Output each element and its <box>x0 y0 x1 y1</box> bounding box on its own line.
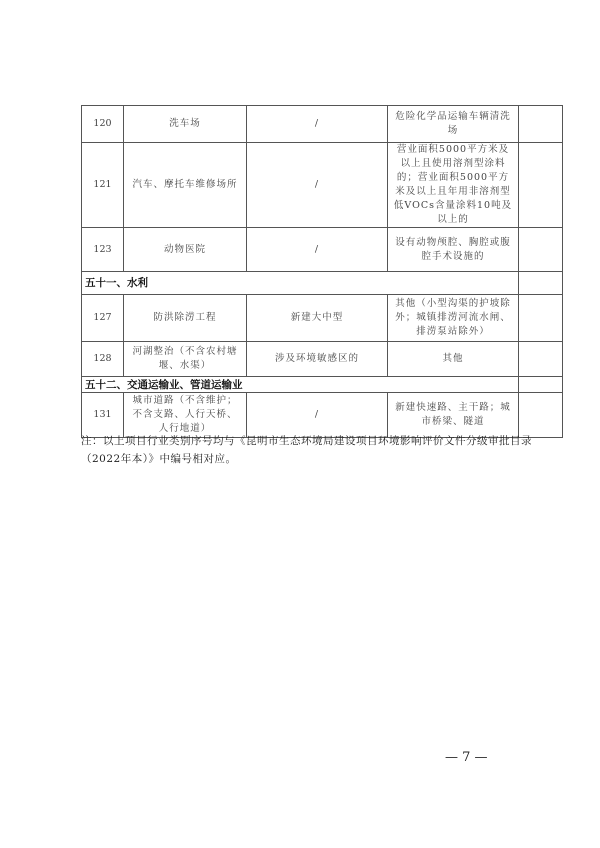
name-cell: 洗车场 <box>124 106 247 143</box>
section-row <box>82 377 563 393</box>
table-form-cell: 新建快速路、主干路；城市桥梁、隧道 <box>388 393 519 438</box>
name-cell: 城市道路（不含维护；不含支路、人行天桥、人行地道） <box>124 393 247 438</box>
number-cell: 121 <box>82 143 124 228</box>
remark-cell <box>519 143 563 228</box>
remark-cell <box>519 228 563 272</box>
table-row <box>82 106 563 143</box>
table-form-cell: 设有动物颅腔、胸腔或腹腔手术设施的 <box>388 228 519 272</box>
number-cell: 128 <box>82 342 124 377</box>
name-cell: 动物医院 <box>124 228 247 272</box>
remark-cell <box>519 342 563 377</box>
report-cell: / <box>247 228 388 272</box>
report-cell: 新建大中型 <box>247 295 388 342</box>
project-category-table <box>81 105 563 438</box>
table-form-cell: 其他（小型沟渠的护坡除外；城镇排涝河流水闸、排涝泵站除外） <box>388 295 519 342</box>
table-form-cell: 危险化学品运输车辆清洗场 <box>388 106 519 143</box>
table-row <box>82 295 563 342</box>
number-cell: 120 <box>82 106 124 143</box>
name-cell: 河湖整治（不含农村塘堰、水渠） <box>124 342 247 377</box>
number-cell: 127 <box>82 295 124 342</box>
remark-cell <box>519 295 563 342</box>
table-row <box>82 342 563 377</box>
number-cell: 123 <box>82 228 124 272</box>
table-row <box>82 228 563 272</box>
report-cell: / <box>247 143 388 228</box>
table-row <box>82 143 563 228</box>
remark-cell <box>519 106 563 143</box>
remark-cell <box>519 393 563 438</box>
page-number: — 7 — <box>445 750 488 765</box>
section-title: 五十二、交通运输业、管道运输业 <box>82 377 519 393</box>
footnote: 注：以上项目行业类别序号均与《昆明市生态环境局建设项目环境影响评价文件分级审批目录（2022年本）》中编号相对应。 <box>81 435 532 465</box>
report-cell: / <box>247 106 388 143</box>
section-row <box>82 272 563 295</box>
name-cell: 汽车、摩托车维修场所 <box>124 143 247 228</box>
table-form-cell: 其他 <box>388 342 519 377</box>
remark-cell <box>519 272 563 295</box>
section-title: 五十一、水利 <box>82 272 519 295</box>
name-cell: 防洪除涝工程 <box>124 295 247 342</box>
table-row <box>82 393 563 438</box>
remark-cell <box>519 377 563 393</box>
report-cell: / <box>247 393 388 438</box>
table-form-cell: 营业面积5000平方米及以上且使用溶剂型涂料的；营业面积5000平方米及以上且年用非溶剂型低VOCs含量涂料10吨及以上的 <box>388 143 519 228</box>
number-cell: 131 <box>82 393 124 438</box>
report-cell: 涉及环境敏感区的 <box>247 342 388 377</box>
